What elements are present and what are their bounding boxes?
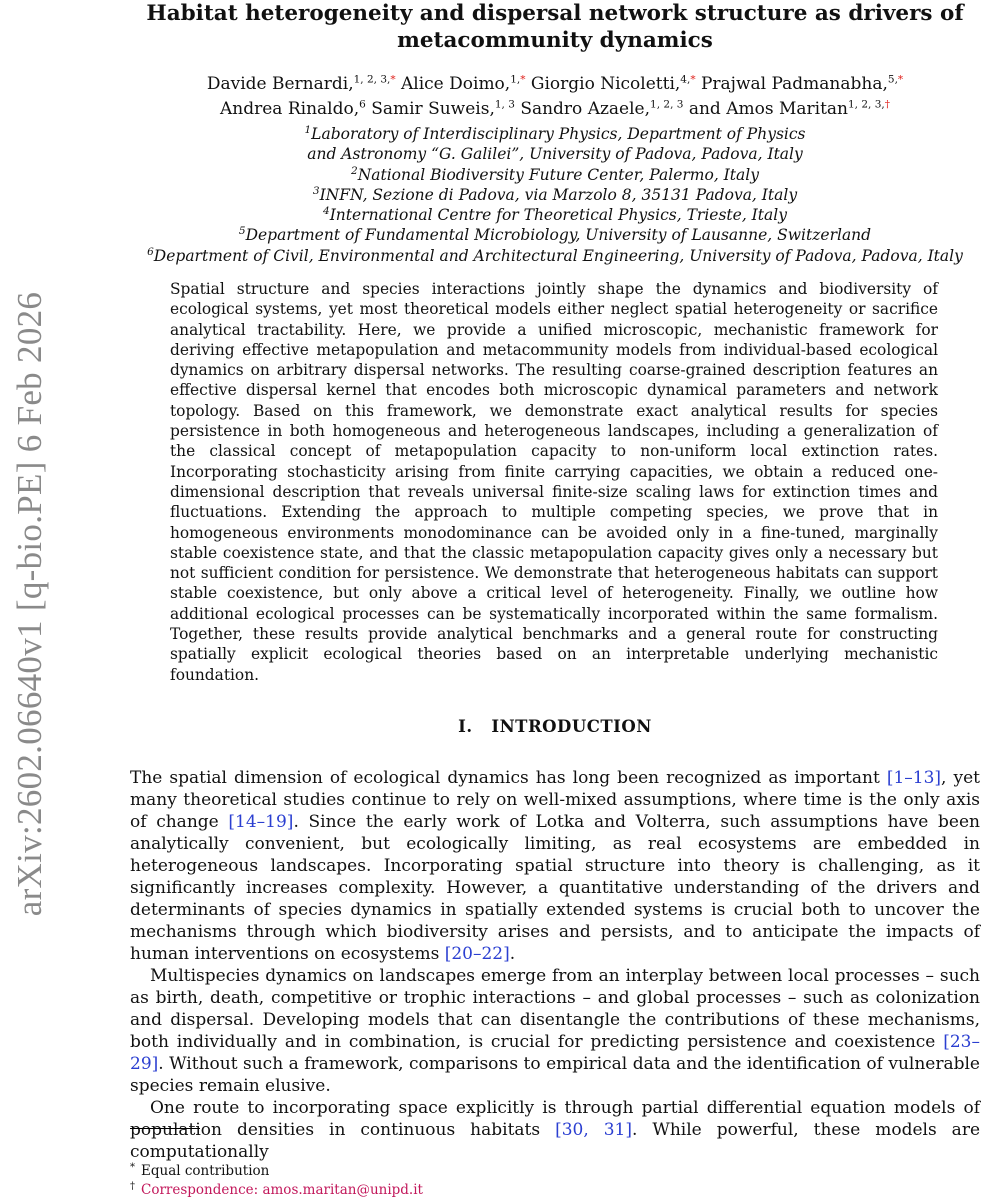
affiliation: $^3$INFN, Sezione di Padova, via Marzolo 8, 35131 Padova, Italy: [312, 184, 798, 204]
author: Samir Suweis,$^{1, 3}$: [371, 98, 515, 119]
author: Davide Bernardi,$^{1, 2, 3,*}$: [206, 73, 396, 94]
author: Alice Doimo,$^{1,*}$: [401, 73, 526, 94]
author-list: [130, 72, 980, 122]
affiliation: $^6$Department of Civil, Environmental and Architectural Engineering, University of Padova, Padova, Italy: [147, 245, 963, 265]
section-heading: I. INTRODUCTION: [458, 717, 652, 736]
author: and Amos Maritan$^{1, 2, 3,\dagger}$: [688, 98, 890, 119]
affiliation-list: [130, 124, 980, 266]
arxiv-identifier: arXiv:2602.06640v1 [q-bio.PE] 6 Feb 2026: [10, 291, 49, 917]
paper-title: Habitat heterogeneity and dispersal network structure as drivers of metacommunity dynamics: [146, 1, 964, 53]
footnote-rule: [130, 1128, 200, 1129]
abstract: Spatial structure and species interactions jointly shape the dynamics and biodiversity of ecological systems, yet most theoretical models either neglect spatial heterogeneity or sacrifice analytical tractability. Here, we provide a unified microscopic, mechanistic framework for deriving effective metapopulation and metacommunity models from individual-based ecological dynamics on arbitrary dispersal networks. The resulting coarse-grained description features an effective dispersal kernel that encodes both microscopic dynamical parameters and network topology. Based on this framework, we demonstrate exact analytical results for species persistence in both homogeneous and heterogeneous landscapes, including a generalization of the classical concept of metapopulation capacity to non-uniform local extinction rates. Incorporating stochasticity arising from finite carrying capacities, we obtain a reduced one-dimensional description that reveals universal finite-size scaling laws for extinction times and fluctuations. Extending the approach to multiple competing species, we prove that in homogeneous environments monodominance can be avoided only in a fine-tuned, marginally stable coexistence state, and that the classic metapopulation capacity gives only a necessary but not sufficient condition for persistence. We demonstrate that heterogeneous habitats can support stable coexistence, but only above a critical level of heterogeneity. Finally, we outline how additional ecological processes can be systematically incorporated within the same formalism. Together, these results provide analytical benchmarks and a general route for constructing spatially explicit ecological theories based on an interpretable underlying mechanistic foundation.: [170, 280, 938, 684]
citation-link[interactable]: [30, 31]: [555, 1120, 632, 1140]
correspondence-email-link[interactable]: Correspondence: amos.maritan@unipd.it: [141, 1182, 423, 1198]
author: Andrea Rinaldo,$^6$: [220, 98, 366, 119]
citation-link[interactable]: [20–22]: [444, 944, 510, 964]
citation-link[interactable]: [1–13]: [886, 768, 942, 788]
citation-link[interactable]: [14–19]: [228, 812, 294, 832]
affiliation: $^2$National Biodiversity Future Center, Palermo, Italy: [351, 164, 759, 184]
paragraph: Multispecies dynamics on landscapes emerge from an interplay between local processes – such as birth, death, competitive or trophic interactions – and global processes – such as colonization and dispersal. Developing models that can disentangle the contributions of these mechanisms, both individually and in combination, is crucial for predicting persistence and coexistence [23–29]. Without such a framework, comparisons to empirical data and the identification of vulnerable species remain elusive.: [130, 966, 980, 1096]
paragraph: The spatial dimension of ecological dynamics has long been recognized as important [1–13], yet many theoretical studies continue to rely on well-mixed assumptions, where time is the only axis of change [14–19]. Since the early work of Lotka and Volterra, such assumptions have been analytically convenient, but ecologically limiting, as real ecosystems are embedded in heterogeneous landscapes. Incorporating spatial structure into theory is challenging, as it significantly increases complexity. However, a quantitative understanding of the drivers and determinants of species dynamics in spatially extended systems is crucial both to uncover the mechanisms through which biodiversity arises and persists, and to anticipate the impacts of human interventions on ecosystems [20–22].: [130, 768, 980, 964]
affiliation: $^1$Laboratory of Interdisciplinary Physics, Department of Physics: [304, 123, 806, 143]
author: Giorgio Nicoletti,$^{4,*}$: [530, 73, 696, 94]
introduction-body: [130, 767, 980, 1163]
affiliation: $^5$Department of Fundamental Microbiology, University of Lausanne, Switzerland: [238, 225, 872, 245]
author: Sandro Azaele,$^{1, 2, 3}$: [520, 98, 684, 119]
author: Prajwal Padmanabha,$^{5,*}$: [700, 73, 904, 94]
citation-link[interactable]: [23–29]: [130, 1032, 980, 1074]
footnote: † Correspondence: amos.maritan@unipd.it: [130, 1180, 423, 1198]
footnote: * Equal contribution: [130, 1161, 270, 1179]
affiliation: and Astronomy “G. Galilei”, University of Padova, Padova, Italy: [307, 145, 803, 164]
paragraph: One route to incorporating space explicitly is through partial differential equation models of population densities in continuous habitats [30, 31]. While powerful, these models are computationally: [130, 1098, 981, 1162]
affiliation: $^4$International Centre for Theoretical Physics, Trieste, Italy: [323, 205, 787, 225]
footnotes: [130, 1162, 730, 1200]
